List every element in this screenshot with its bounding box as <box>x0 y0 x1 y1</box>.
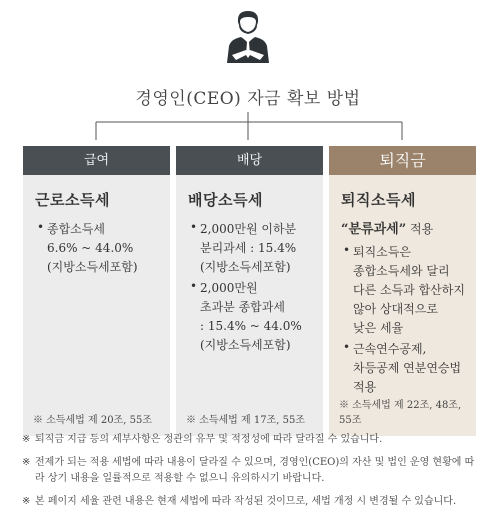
tax-title: 배당소득세 <box>188 191 263 209</box>
item-line: 분리과세 : 15.4% <box>200 241 297 255</box>
item-line: 낮은 세율 <box>353 321 404 335</box>
item-line: 6.6% ~ 44.0% <box>47 241 134 255</box>
law-reference: ※ 소득세법 제 22조, 48조, 55조 <box>339 400 462 426</box>
item-line: 2,000만원 이하분 <box>200 222 297 236</box>
footnote-text: 퇴직금 지급 등의 세부사항은 정관의 유무 및 적정성에 따라 달라질 수 있습니다. <box>35 434 383 445</box>
severance-header: 퇴직금 <box>329 146 476 175</box>
item-line: (지방소득세포함) <box>200 338 291 352</box>
item-line: 퇴직소득은 <box>353 245 411 259</box>
list-item: • 2,000만원 이하분 분리과세 : 15.4% (지방소득세포함) <box>188 220 323 277</box>
page-title: 경영인(CEO) 자금 확보 방법 <box>135 89 361 109</box>
classification-suffix: 적용 <box>406 222 434 236</box>
footnotes <box>22 432 482 517</box>
item-line: 다른 소득과 합산하지 <box>353 283 465 297</box>
salary-box <box>23 175 170 436</box>
item-line: 초과분 종합과세 <box>200 300 285 314</box>
list-item: • 근속연수공제, 차등공제 연분연승법 적용 <box>341 340 476 397</box>
note-marker: ※ <box>22 496 31 507</box>
classification-quote: “분류과세” <box>341 222 407 237</box>
severance-column <box>329 146 476 436</box>
item-line: 근속연수공제, <box>353 342 427 356</box>
dividend-column <box>176 146 323 436</box>
item-line: 종합소득세 <box>47 222 105 236</box>
classification-note <box>341 218 476 237</box>
dividend-box <box>176 175 323 436</box>
severance-box <box>329 175 476 436</box>
item-line: (지방소득세포함) <box>200 260 291 274</box>
item-line: (지방소득세포함) <box>47 260 138 274</box>
list-item: • 퇴직소득은 종합소득세와 달리 다른 소득과 합산하지 않아 상대적으로 낮은 세율 <box>341 243 476 338</box>
tax-title: 근로소득세 <box>35 191 110 209</box>
salary-header: 급여 <box>23 146 170 175</box>
footnote <box>22 455 482 487</box>
note-marker: ※ <box>22 457 31 468</box>
footnote <box>22 432 482 448</box>
law-reference: ※ 소득세법 제 17조, 55조 <box>186 415 305 426</box>
connector-lines <box>0 0 496 150</box>
footnote-text: 전제가 되는 적용 세법에 따라 내용이 달라질 수 있으며, 경영인(CEO)의 자산 및 법인 운영 현황에 따라 상기 내용을 일률적으로 적용할 수 없으니 유의하시기 바랍니다. <box>35 457 475 484</box>
list-item: • 2,000만원 초과분 종합과세 : 15.4% ~ 44.0% (지방소득세포함) <box>188 279 323 355</box>
list-item: • 종합소득세 6.6% ~ 44.0% (지방소득세포함) <box>35 220 170 277</box>
item-line: 차등공제 연분연승법 <box>353 361 462 375</box>
footnote <box>22 494 482 510</box>
item-line: 종합소득세와 달리 <box>353 264 450 278</box>
salary-column <box>23 146 170 436</box>
tax-title: 퇴직소득세 <box>341 191 416 209</box>
note-marker: ※ <box>22 434 31 445</box>
item-line: 적용 <box>353 380 377 394</box>
footnote-text: 본 페이지 세율 관련 내용은 현재 세법에 따라 작성된 것이므로, 세법 개정 시 변경될 수 있습니다. <box>35 496 457 507</box>
item-line: 2,000만원 <box>200 281 258 295</box>
item-line: 않아 상대적으로 <box>353 302 438 316</box>
item-line: : 15.4% ~ 44.0% <box>200 319 302 333</box>
dividend-header: 배당 <box>176 146 323 175</box>
law-reference: ※ 소득세법 제 20조, 55조 <box>33 415 152 426</box>
